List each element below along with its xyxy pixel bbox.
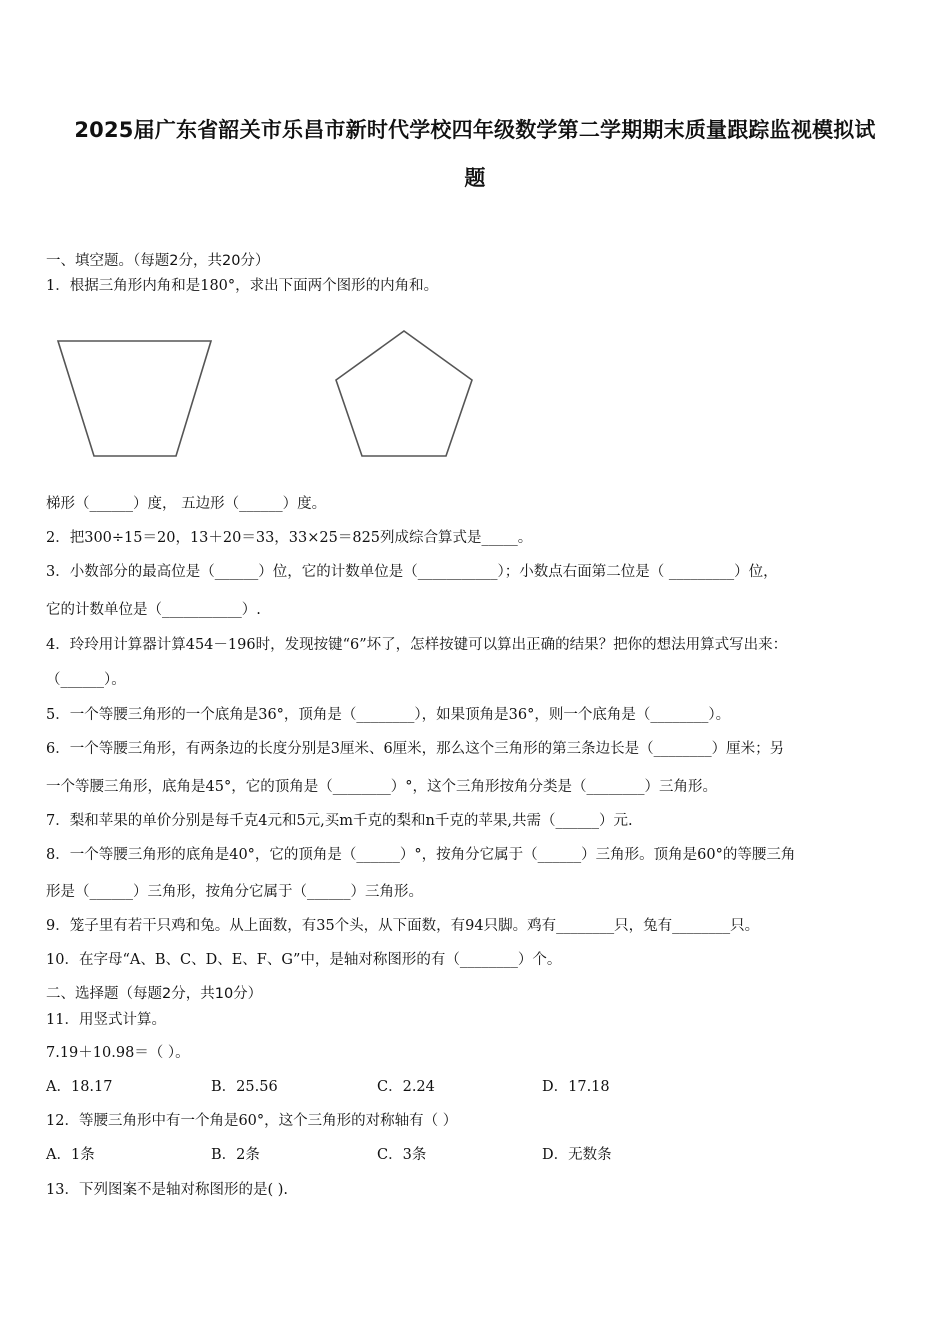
- question-1: 1．根据三角形内角和是180°，求出下面两个图形的内角和。: [46, 278, 439, 294]
- question-6-line2: 一个等腰三角形，底角是45°，它的顶角是（________）°，这个三角形按角分类是（________）三角形。: [46, 779, 717, 795]
- pentagon-figure: [336, 331, 472, 456]
- section1-header: 一、填空题。（每题2分，共20分）: [46, 253, 270, 269]
- question-1-answer: 梯形（______）度， 五边形（______）度。: [46, 496, 327, 512]
- question-8-line1: 8．一个等腰三角形的底角是40°，它的顶角是（______）°，按角分它属于（______）三角形。顶角是60°的等腰三角: [46, 847, 796, 863]
- section2-header: 二、选择题（每题2分，共10分）: [46, 986, 263, 1002]
- trapezoid-figure: [58, 341, 211, 456]
- question-3-line2: 它的计数单位是（___________）.: [46, 602, 261, 618]
- q11-option-b[interactable]: B．25.56: [211, 1079, 278, 1095]
- question-5: 5．一个等腰三角形的一个底角是36°，顶角是（________），如果顶角是36°，则一个底角是（________）。: [46, 707, 731, 723]
- question-7: 7．梨和苹果的单价分别是每千克4元和5元,买m千克的梨和n千克的苹果,共需（______）元.: [46, 813, 633, 829]
- question-4-line1: 4．玲玲用计算器计算454－196时，发现按键“6”坏了，怎样按键可以算出正确的结果？把你的想法用算式写出来：: [46, 637, 788, 653]
- exam-title-line1: 2025届广东省韶关市乐昌市新时代学校四年级数学第二学期期末质量跟踪监视模拟试: [74, 118, 876, 142]
- question-3-line1: 3．小数部分的最高位是（______）位，它的计数单位是（___________）；小数点右面第二位是（ _________）位，: [46, 564, 778, 580]
- q12-option-a[interactable]: A．1条: [46, 1147, 95, 1163]
- q11-option-a[interactable]: A．18.17: [46, 1079, 113, 1095]
- question-2: 2．把300÷15＝20，13＋20＝33，33×25＝825列成综合算式是_____。: [46, 530, 533, 546]
- q12-option-c[interactable]: C．3条: [377, 1147, 427, 1163]
- exam-title-line2: 题: [464, 166, 486, 190]
- question-11-expression: 7.19＋10.98＝（ ）。: [46, 1045, 190, 1061]
- q12-option-b[interactable]: B．2条: [211, 1147, 260, 1163]
- question-12: 12．等腰三角形中有一个角是60°，这个三角形的对称轴有（ ）: [46, 1113, 458, 1129]
- question-8-line2: 形是（______）三角形，按角分它属于（______）三角形。: [46, 884, 423, 900]
- q11-option-d[interactable]: D．17.18: [542, 1079, 610, 1095]
- question-11: 11．用竖式计算。: [46, 1012, 166, 1028]
- question-4-line2: （______）。: [46, 672, 126, 688]
- q12-option-d[interactable]: D．无数条: [542, 1147, 612, 1163]
- q11-option-c[interactable]: C．2.24: [377, 1079, 435, 1095]
- question-10: 10．在字母“A、B、C、D、E、F、G”中，是轴对称图形的有（________）个。: [46, 952, 562, 968]
- question-13: 13．下列图案不是轴对称图形的是( ).: [46, 1182, 288, 1198]
- question-9: 9．笼子里有若干只鸡和兔。从上面数，有35个头，从下面数，有94只脚。鸡有________只，兔有________只。: [46, 918, 760, 934]
- question-6-line1: 6．一个等腰三角形，有两条边的长度分别是3厘米、6厘米，那么这个三角形的第三条边长是（________）厘米；另: [46, 741, 785, 757]
